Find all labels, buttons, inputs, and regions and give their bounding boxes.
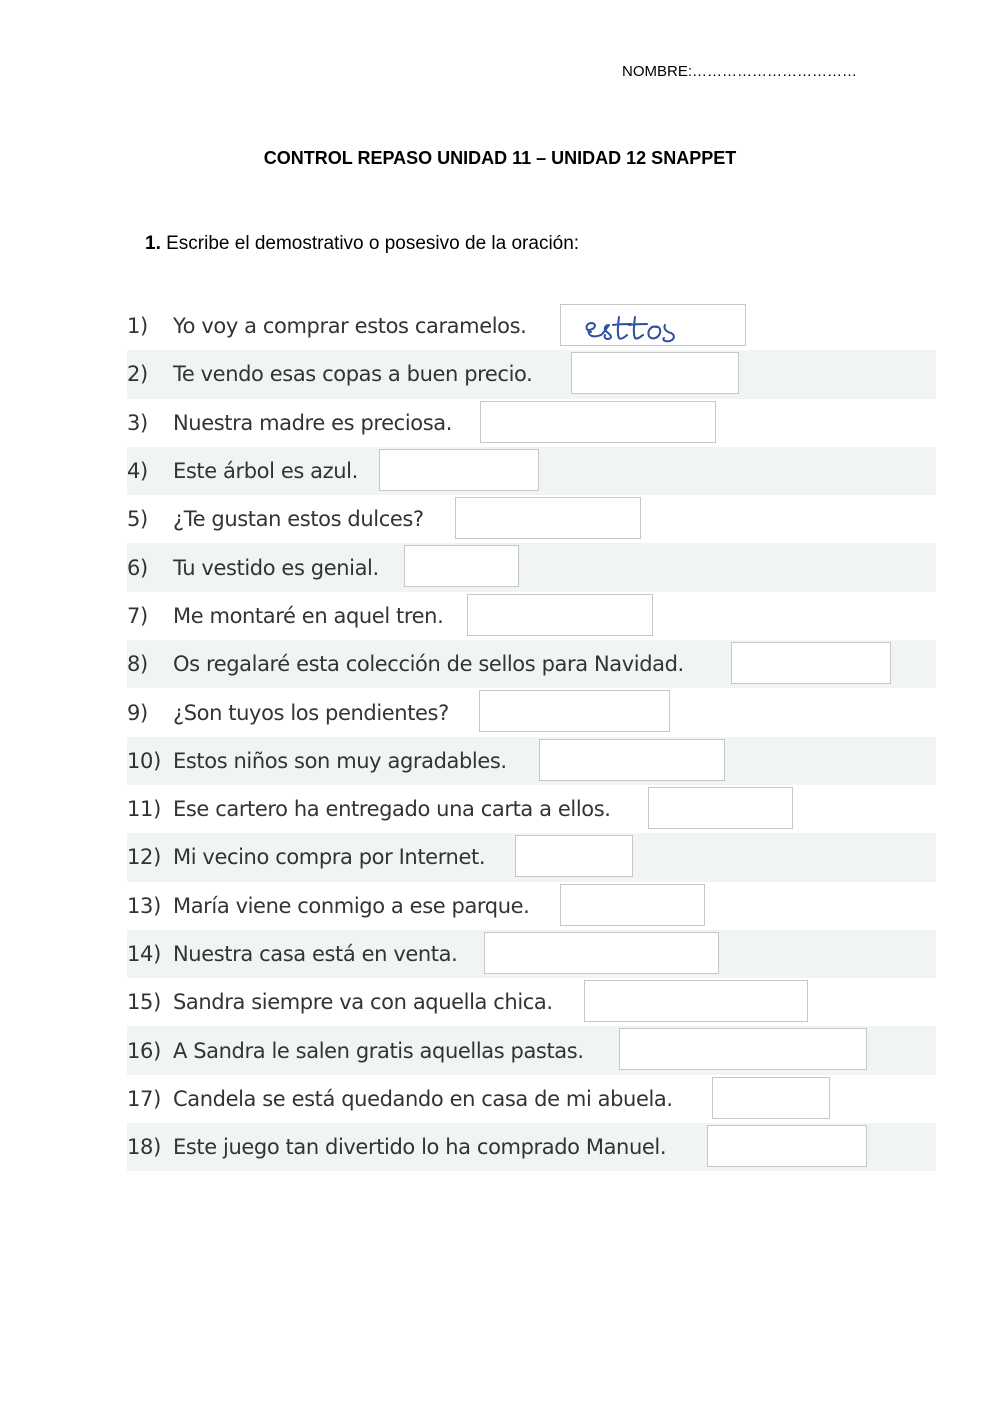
- exercise-sentence: Estos niños son muy agradables.: [173, 748, 507, 773]
- exercise-number: 5): [127, 507, 148, 532]
- exercise-row: [127, 833, 936, 881]
- exercise-number: 12): [127, 845, 162, 870]
- answer-box[interactable]: [515, 835, 633, 877]
- exercise-row: [127, 978, 936, 1026]
- exercise-number: 6): [127, 555, 148, 580]
- answer-box[interactable]: [560, 884, 705, 926]
- answer-box[interactable]: [731, 642, 891, 684]
- exercise-sentence: Nuestra casa está en venta.: [173, 942, 458, 966]
- exercise-number: 4): [127, 459, 148, 484]
- answer-box[interactable]: [379, 449, 539, 491]
- exercise-sentence: Me montaré en aquel tren.: [173, 603, 444, 628]
- exercise-row: [127, 350, 936, 398]
- exercise-number: 14): [127, 942, 162, 966]
- exercise-sentence: Este juego tan divertido lo ha comprado Manuel.: [173, 1135, 667, 1160]
- answer-box[interactable]: [712, 1077, 830, 1119]
- exercise-row: [127, 399, 936, 447]
- answer-box[interactable]: [479, 690, 670, 732]
- exercise-number: 13): [127, 893, 162, 918]
- answer-box[interactable]: [484, 932, 719, 974]
- exercise-row: [127, 785, 936, 833]
- exercise-number: 10): [127, 748, 162, 773]
- instruction-text: Escribe el demostrativo o posesivo de la oración:: [160, 233, 580, 254]
- answer-box[interactable]: [539, 739, 725, 781]
- answer-box[interactable]: [707, 1125, 867, 1167]
- answer-box[interactable]: [648, 787, 793, 829]
- exercise-sentence: Ese cartero ha entregado una carta a ellos.: [173, 797, 611, 822]
- exercise-sentence: Este árbol es azul.: [173, 459, 358, 484]
- exercise-sentence: Tu vestido es genial.: [173, 555, 379, 580]
- exercise-number: 1): [127, 314, 148, 339]
- answer-box[interactable]: [571, 352, 739, 394]
- exercise-number: 9): [127, 700, 148, 725]
- answer-box[interactable]: [584, 980, 808, 1022]
- exercise-sentence: Nuestra madre es preciosa.: [173, 410, 452, 435]
- exercise-number: 7): [127, 603, 148, 628]
- name-field-label: NOMBRE:……………………………: [622, 63, 858, 80]
- exercise-sentence: Os regalaré esta colección de sellos para Navidad.: [173, 652, 684, 677]
- answer-box[interactable]: [480, 401, 716, 443]
- exercise-sentence: A Sandra le salen gratis aquellas pastas.: [173, 1038, 584, 1063]
- exercise-sentence: Yo voy a comprar estos caramelos.: [173, 314, 527, 339]
- answer-box[interactable]: [560, 304, 746, 346]
- exercise-row: [127, 688, 936, 736]
- exercise-number: 8): [127, 652, 148, 677]
- exercise-number: 11): [127, 797, 162, 822]
- exercise-row: [127, 592, 936, 640]
- exercise-number: 16): [127, 1038, 162, 1063]
- exercise-row: [127, 495, 936, 543]
- answer-box[interactable]: [619, 1028, 867, 1070]
- exercise-row: [127, 882, 936, 930]
- exercise-sentence: ¿Te gustan estos dulces?: [173, 507, 424, 532]
- exercise-row: [127, 447, 936, 495]
- exercise-sentence: María viene conmigo a ese parque.: [173, 893, 530, 918]
- exercise-sentence: Sandra siempre va con aquella chica.: [173, 990, 553, 1015]
- answer-box[interactable]: [467, 594, 653, 636]
- exercise-number: 15): [127, 990, 162, 1015]
- exercise-number: 2): [127, 362, 148, 387]
- exercise-row: [127, 543, 936, 591]
- exercise-row: [127, 930, 936, 978]
- exercise-sentence: Mi vecino compra por Internet.: [173, 845, 486, 870]
- handwritten-answer: [561, 305, 747, 347]
- exercise-sentence: ¿Son tuyos los pendientes?: [173, 700, 449, 725]
- instruction-number: 1.: [145, 233, 161, 254]
- exercise-row: [127, 1075, 936, 1123]
- instruction: [145, 233, 579, 255]
- answer-box[interactable]: [404, 545, 519, 587]
- exercise-row: [127, 302, 936, 350]
- exercise-row: [127, 1026, 936, 1074]
- answer-box[interactable]: [455, 497, 641, 539]
- exercise-list: [127, 302, 936, 1171]
- exercise-row: [127, 1123, 936, 1171]
- exercise-row: [127, 640, 936, 688]
- page-title: CONTROL REPASO UNIDAD 11 – UNIDAD 12 SNAPPET: [263, 148, 737, 168]
- exercise-number: 17): [127, 1086, 162, 1111]
- exercise-row: [127, 737, 936, 785]
- exercise-sentence: Candela se está quedando en casa de mi abuela.: [173, 1086, 673, 1111]
- exercise-sentence: Te vendo esas copas a buen precio.: [173, 362, 533, 387]
- exercise-number: 18): [127, 1135, 162, 1160]
- exercise-number: 3): [127, 410, 148, 435]
